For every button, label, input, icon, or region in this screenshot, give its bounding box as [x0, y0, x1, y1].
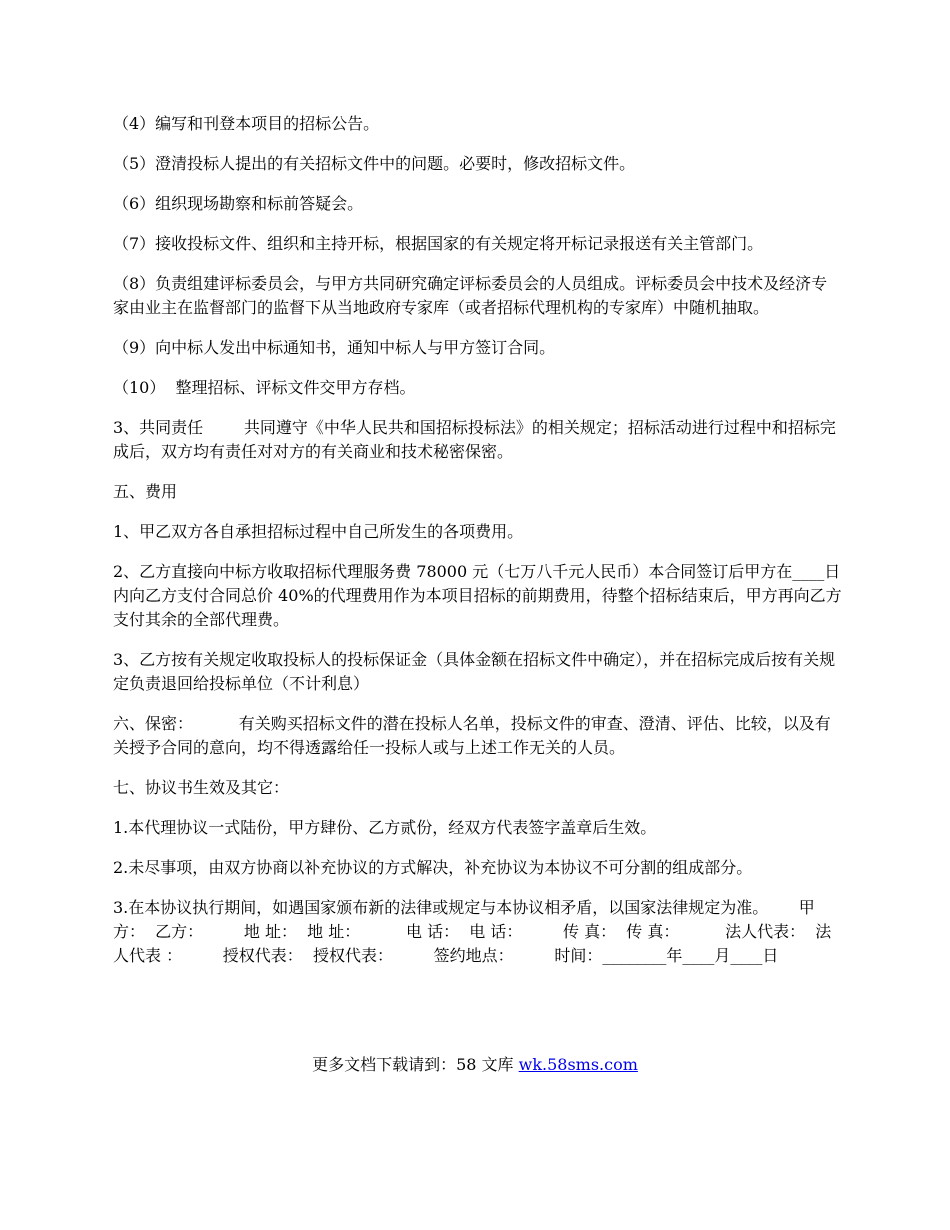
paragraph-effectiveness-3-signature-block: 3.在本协议执行期间，如遇国家颁布新的法律或规定与本协议相矛盾，以国家法律规定为准。 甲方： 乙方： 地 址： 地 址： 电 话： 电 话： 传 真： 传 真： 法人代表： 法人代表 ： 授权代表： 授权代表： 签约地点： 时间：________年____月____日	[113, 898, 832, 965]
footer-download-notice	[0, 1053, 950, 1077]
paragraph-confidentiality: 六、保密： 有关购买招标文件的潜在投标人名单，投标文件的审查、澄清、评估、比较，以及有关授予合同的意向，均不得透露给任一投标人或与上述工作无关的人员。	[113, 714, 831, 757]
paragraph-item-7: （7）接收投标文件、组织和主持开标，根据国家的有关规定将开标记录报送有关主管部门。	[113, 234, 764, 253]
paragraph-shared-responsibility: 3、共同责任 共同遵守《中华人民共和国招标投标法》的相关规定；招标活动进行过程中和招标完成后，双方均有责任对对方的有关商业和技术秘密保密。	[113, 418, 836, 461]
paragraph-effectiveness-2: 2.未尽事项，由双方协商以补充协议的方式解决，补充协议为本协议不可分割的组成部分。	[113, 858, 753, 877]
paragraph-fees-3: 3、乙方按有关规定收取投标人的投标保证金（具体金额在招标文件中确定），并在招标完成后按有关规定负责退回给投标单位（不计利息）	[113, 650, 836, 693]
paragraph-item-9: （9）向中标人发出中标通知书，通知中标人与甲方签订合同。	[113, 338, 556, 357]
paragraph-item-5: （5）澄清投标人提出的有关招标文件中的问题。必要时，修改招标文件。	[113, 154, 636, 173]
document-body	[113, 112, 843, 968]
paragraph-effectiveness-1: 1.本代理协议一式陆份，甲方肆份、乙方贰份，经双方代表签字盖章后生效。	[113, 818, 657, 837]
paragraph-item-10: （10） 整理招标、评标文件交甲方存档。	[113, 378, 416, 397]
paragraph-item-6: （6）组织现场勘察和标前答疑会。	[113, 194, 364, 213]
paragraph-fees-2: 2、乙方直接向中标方收取招标代理服务费 78000 元（七万八千元人民币）本合同签订后甲方在____日内向乙方支付合同总价 40%的代理费用作为本项目招标的前期费用，待整个招标结束后，甲方再向乙方支付其余的全部代理费。	[113, 562, 842, 629]
section-heading-fees: 五、费用	[113, 482, 178, 501]
footer-site-link[interactable]: wk.58sms.com	[518, 1055, 638, 1074]
paragraph-item-8: （8）负责组建评标委员会，与甲方共同研究确定评标委员会的人员组成。评标委员会中技术及经济专家由业主在监督部门的监督下从当地政府专家库（或者招标代理机构的专家库）中随机抽取。	[113, 274, 828, 317]
paragraph-fees-1: 1、甲乙双方各自承担招标过程中自己所发生的各项费用。	[113, 522, 524, 541]
paragraph-item-4: （4）编写和刊登本项目的招标公告。	[113, 114, 380, 133]
section-heading-effectiveness: 七、协议书生效及其它：	[113, 778, 290, 797]
footer-prefix-text: 更多文档下载请到：58 文库	[312, 1055, 519, 1074]
